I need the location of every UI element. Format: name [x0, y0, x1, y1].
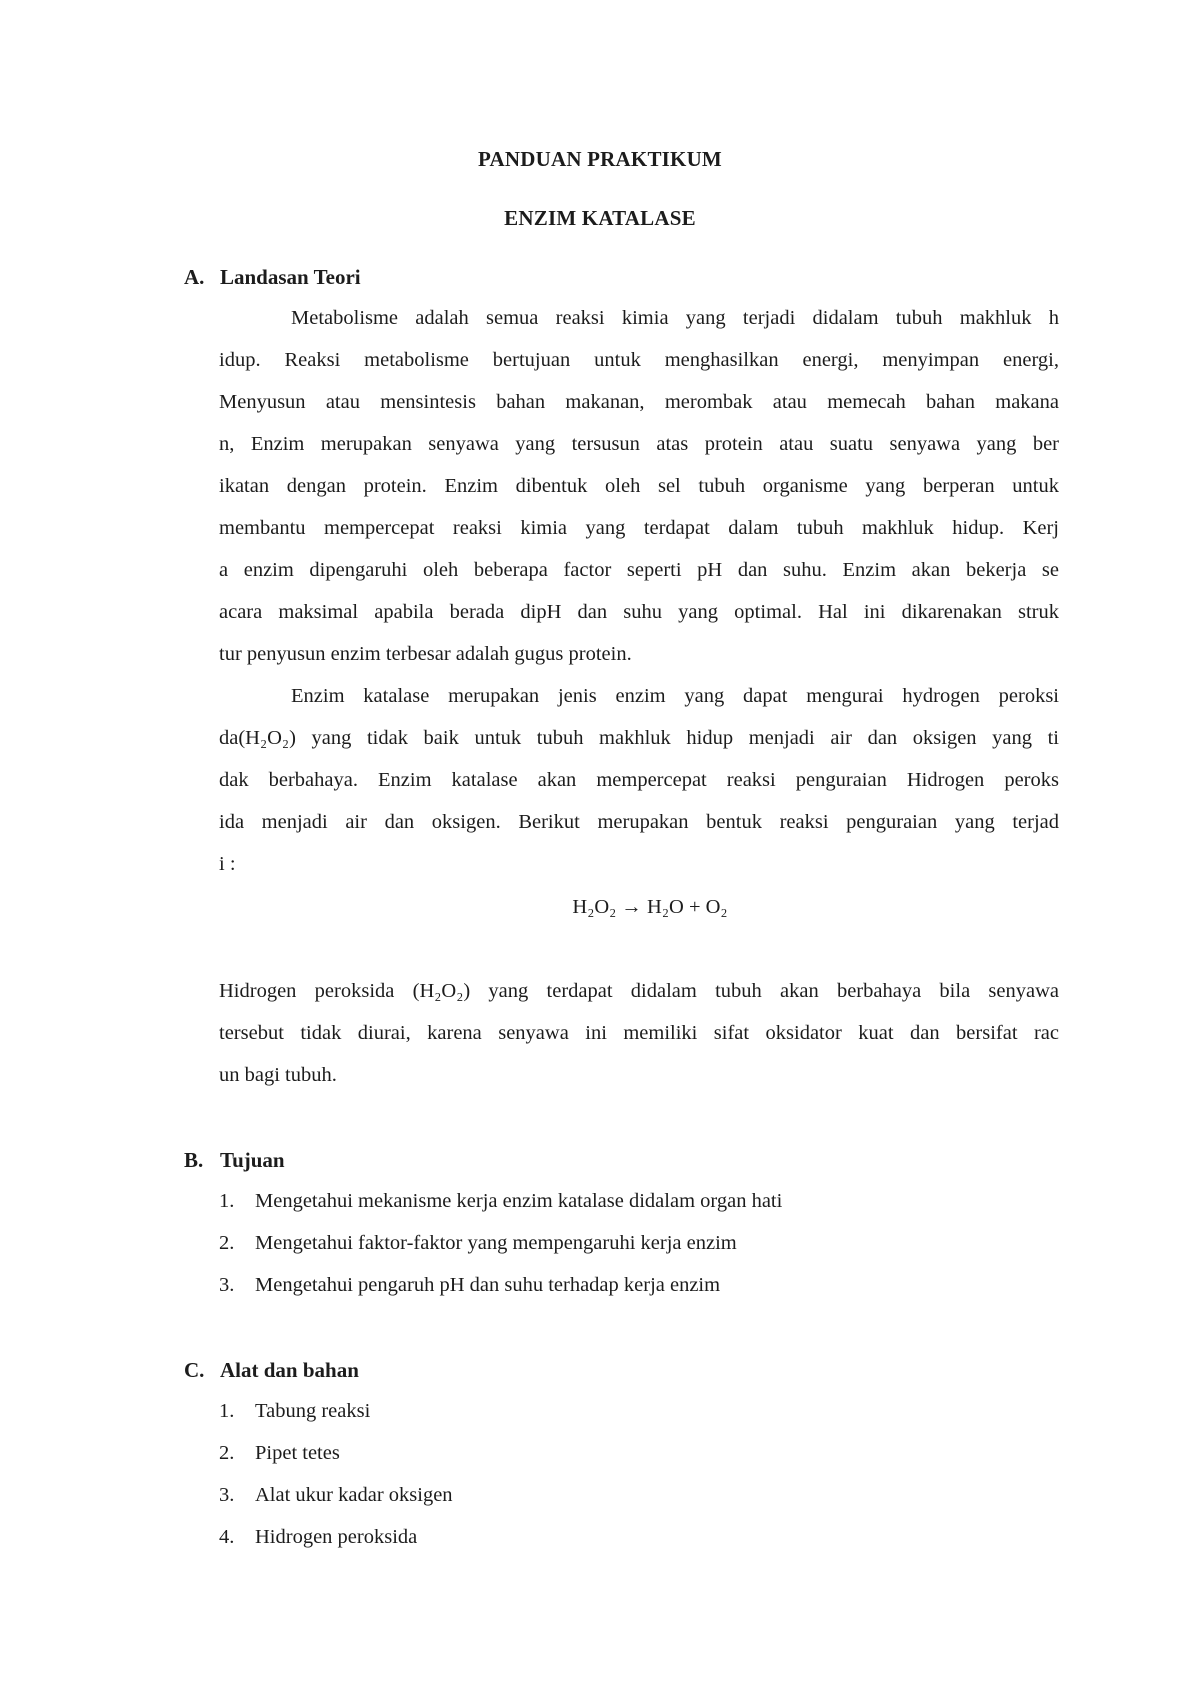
section-a-letter: A. — [184, 265, 205, 289]
list-number: 3. — [219, 1274, 235, 1296]
document-title: PANDUAN PRAKTIKUM — [478, 147, 722, 171]
list-number: 1. — [219, 1400, 235, 1422]
paragraph-line: Metabolisme adalah semua reaksi kimia yang terjadi didalam tubuh makhluk h — [291, 307, 1059, 329]
paragraph-line: n, Enzim merupakan senyawa yang tersusun atas protein atau suatu senyawa yang ber — [219, 433, 1059, 455]
list-item — [219, 1190, 782, 1213]
list-text: Tabung reaksi — [255, 1400, 371, 1422]
paragraph-line: idup. Reaksi metabolisme bertujuan untuk menghasilkan energi, menyimpan energi, — [219, 349, 1059, 371]
section-b-heading — [184, 1148, 285, 1173]
list-number: 4. — [219, 1526, 235, 1548]
reaction-equation: H₂O₂ → H₂O + O₂ — [572, 896, 728, 918]
paragraph-line: Enzim katalase merupakan jenis enzim yang dapat mengurai hydrogen peroksi — [291, 685, 1059, 707]
list-number: 3. — [219, 1484, 235, 1506]
paragraph-line: tersebut tidak diurai, karena senyawa ini memiliki sifat oksidator kuat dan bersifat rac — [219, 1022, 1059, 1044]
paragraph-line: a enzim dipengaruhi oleh beberapa factor seperti pH dan suhu. Enzim akan bekerja se — [219, 559, 1059, 581]
section-b-letter: B. — [184, 1148, 204, 1172]
list-text: Alat ukur kadar oksigen — [255, 1484, 453, 1506]
list-item — [219, 1232, 737, 1255]
paragraph-line: dak berbahaya. Enzim katalase akan mempercepat reaksi penguraian Hidrogen peroks — [219, 769, 1059, 791]
list-item — [219, 1400, 370, 1423]
section-c-title: Alat dan bahan — [220, 1358, 359, 1382]
section-b-title: Tujuan — [220, 1148, 285, 1172]
paragraph-line: ida menjadi air dan oksigen. Berikut merupakan bentuk reaksi penguraian yang terjad — [219, 811, 1059, 833]
paragraph-line: un bagi tubuh. — [219, 1064, 337, 1086]
list-text: Hidrogen peroksida — [255, 1526, 418, 1548]
list-item — [219, 1442, 340, 1465]
paragraph-line: Menyusun atau mensintesis bahan makanan, merombak atau memecah bahan makana — [219, 391, 1059, 413]
list-text: Mengetahui pengaruh pH dan suhu terhadap kerja enzim — [255, 1274, 721, 1296]
list-number: 1. — [219, 1190, 235, 1212]
paragraph-line: tur penyusun enzim terbesar adalah gugus protein. — [219, 643, 632, 665]
list-item — [219, 1526, 417, 1549]
section-c-letter: C. — [184, 1358, 205, 1382]
list-item — [219, 1274, 720, 1297]
list-text: Pipet tetes — [255, 1442, 340, 1464]
list-item — [219, 1484, 453, 1507]
paragraph-line: da(H₂O₂) yang tidak baik untuk tubuh makhluk hidup menjadi air dan oksigen yang ti — [219, 727, 1059, 749]
list-text: Mengetahui mekanisme kerja enzim katalase didalam organ hati — [255, 1190, 783, 1212]
list-text: Mengetahui faktor-faktor yang mempengaruhi kerja enzim — [255, 1232, 737, 1254]
paragraph-line: membantu mempercepat reaksi kimia yang terdapat dalam tubuh makhluk hidup. Kerj — [219, 517, 1059, 539]
list-number: 2. — [219, 1442, 235, 1464]
section-c-heading — [184, 1358, 359, 1383]
list-number: 2. — [219, 1232, 235, 1254]
section-a-heading — [184, 265, 361, 290]
section-a-title: Landasan Teori — [220, 265, 361, 289]
paragraph-line: i : — [219, 853, 236, 875]
paragraph-line: Hidrogen peroksida (H₂O₂) yang terdapat didalam tubuh akan berbahaya bila senyawa — [219, 980, 1059, 1002]
paragraph-line: acara maksimal apabila berada dipH dan suhu yang optimal. Hal ini dikarenakan struk — [219, 601, 1059, 623]
document-subtitle: ENZIM KATALASE — [504, 206, 696, 230]
paragraph-line: ikatan dengan protein. Enzim dibentuk oleh sel tubuh organisme yang berperan untuk — [219, 475, 1059, 497]
